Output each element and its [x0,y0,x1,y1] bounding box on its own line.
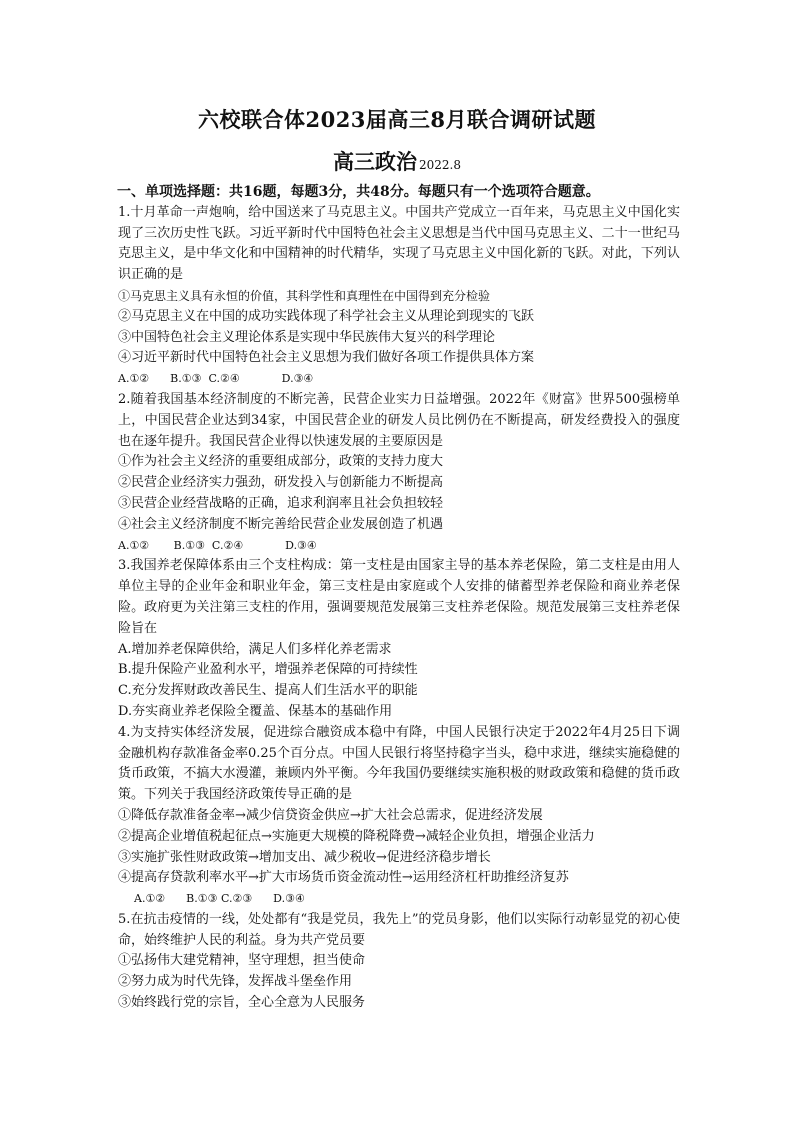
answer-item: ③中国特色社会主义理论体系是实现中华民族伟大复兴的科学理论 [118,329,496,345]
answer-options: A.①② B.①③ C.②④ D.③④ [118,372,314,386]
question-stem: 4.为支持实体经济发展，促进综合融资成本稳中有降，中国人民银行决定于2022年4月25日下调金融机构存款准备金率0.25个百分点。中国人民银行将坚持稳字当头，稳中求进，继续实施稳健的货币政策，不搞大水漫灌，兼顾内外平衡。今年我国仍要继续实施积极的财政政策和稳健的货币政策。下列关于我国经济政策传导正确的是 [118,724,680,803]
question-4 [118,723,680,910]
answer-item: ③始终践行党的宗旨，全心全意为人民服务 [118,995,366,1011]
question-stem: 3.我国养老保障体系由三个支柱构成：第一支柱是由国家主导的基本养老保险，第二支柱是由用人单位主导的企业年金和职业年金，第三支柱是由家庭或个人安排的储蓄型养老保险和商业养老保险。政府更为关注第三支柱的作用，强调要规范发展第三支柱养老保险。规范发展第三支柱养老保险旨在 [118,558,680,636]
answer-choice-b: B.提升保险产业盈利水平，增强养老保障的可持续性 [118,662,418,678]
answer-choice-c: C.充分发挥财政改善民生、提高人们生活水平的职能 [118,683,418,699]
answer-item: ②民营企业经济实力强劲，研发投入与创新能力不断提高 [118,475,444,491]
exam-subtitle [0,146,794,176]
question-1 [118,203,680,390]
question-3 [118,556,680,722]
question-stem: 1.十月革命一声炮响，给中国送来了马克思主义。中国共产党成立一百年来，马克思主义中国化实现了三次历史性飞跃。习近平新时代中国特色社会主义思想是当代中国马克思主义、二十一世纪马克思主义，是中华文化和中国精神的时代精华，实现了马克思主义中国化新的飞跃。对此，下列认识正确的是 [118,204,680,283]
answer-item: ①弘扬伟大建党精神，坚守理想，担当使命 [118,953,366,969]
question-stem: 5.在抗击疫情的一线，处处都有“我是党员，我先上”的党员身影，他们以实际行动彰显党的初心使命，始终维护人民的利益。身为共产党员要 [118,911,680,948]
answer-item: ③民营企业经营战略的正确，追求利润率且社会负担较轻 [118,495,444,511]
answer-item: ②努力成为时代先锋，发挥战斗堡垒作用 [118,974,353,990]
question-2 [118,390,680,556]
answer-options: A.①② B.①③ C.②③ D.③④ [134,892,305,906]
question-stem: 2.随着我国基本经济制度的不断完善，民营企业实力日益增强。2022年《财富》世界500强榜单上，中国民营企业达到34家，中国民营企业的研发人员比例仍在不断提高，研发经费投入的强度也在逐年提升。我国民营企业得以快速发展的主要原因是 [118,391,680,449]
answer-item: ①作为社会主义经济的重要组成部分，政策的支持力度大 [118,454,444,470]
answer-item: ②马克思主义在中国的成功实践体现了科学社会主义从理论到现实的飞跃 [118,308,535,324]
answer-item: ③实施扩张性财政政策→增加支出、减少税收→促进经济稳步增长 [118,849,491,865]
question-5 [118,910,680,1014]
exam-title: 六校联合体2023届高三8月联合调研试题 [197,107,597,132]
answer-choice-d: D.夯实商业养老保险全覆盖、保基本的基础作用 [118,703,393,719]
answer-options: A.①② B.①③ C.②④ D.③④ [118,538,317,552]
answer-item: ①降低存款准备金率→减少信贷资金供应→扩大社会总需求，促进经济发展 [118,807,543,823]
answer-item: ④习近平新时代中国特色社会主义思想为我们做好各项工作提供具体方案 [118,350,535,366]
answer-item: ①马克思主义具有永恒的价值，其科学性和真理性在中国得到充分检验 [118,288,491,303]
subject-label: 高三政治 [333,149,417,174]
exam-content [118,182,680,1014]
answer-item: ②提高企业增值税起征点→实施更大规模的降税降费→减轻企业负担，增强企业活力 [118,828,595,844]
answer-item: ④提高存贷款利率水平→扩大市场货币资金流动性→运用经济杠杆助推经济复苏 [118,870,569,886]
answer-item: ④社会主义经济制度不断完善给民营企业发展创造了机遇 [118,516,444,532]
section-heading: 一、单项选择题：共16题，每题3分，共48分。每题只有一个选项符合题意。 [117,184,600,200]
answer-choice-a: A.增加养老保障供给，满足人们多样化养老需求 [118,641,392,657]
exam-date: 2022.8 [419,158,461,172]
